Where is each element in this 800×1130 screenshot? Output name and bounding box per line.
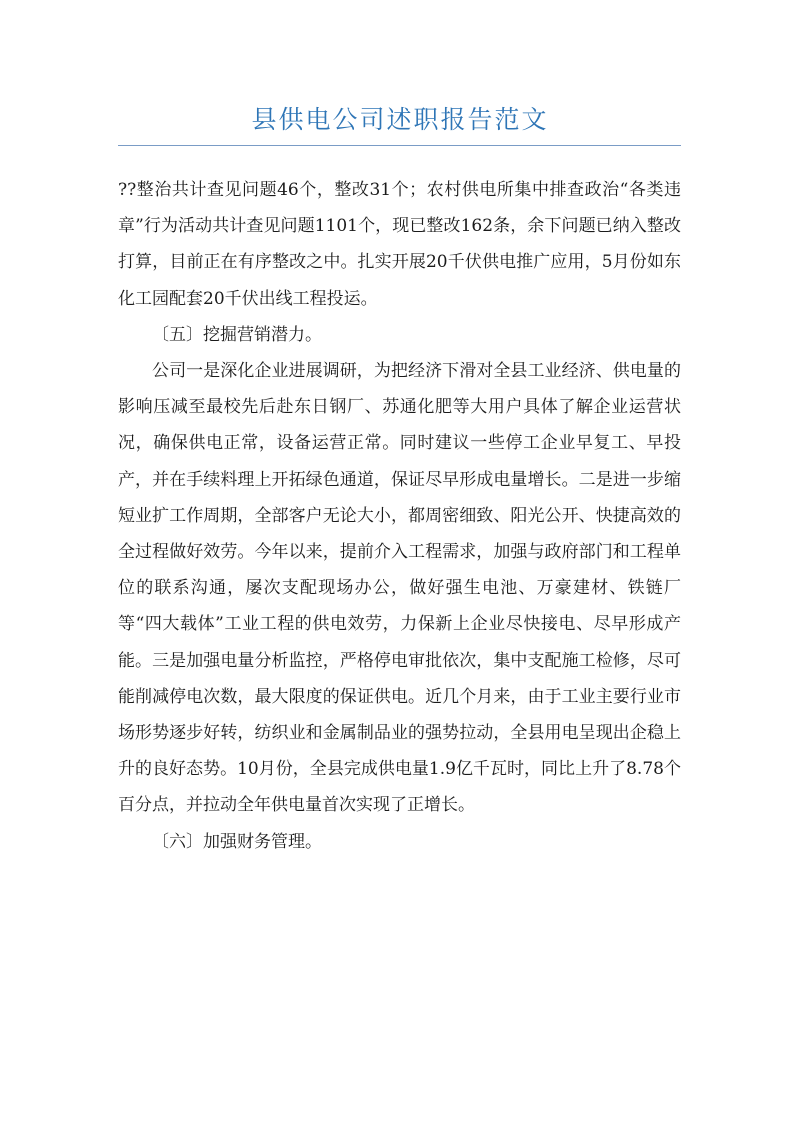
title-divider (118, 145, 681, 146)
paragraph-continuation: ??整治共计查见问题46个，整改31个；农村供电所集中排查政治“各类违章”行为活动共计查见问题1101个，现已整改162条，余下问题已纳入整改打算，目前正在有序整改之中。扎实开展20千伏供电推广应用，5月份如东化工园配套20千伏出线工程投运。 (118, 180, 681, 309)
section-heading-five: 〔五〕挖掘营销潜力。 (152, 324, 322, 345)
section-heading-six: 〔六〕加强财务管理。 (152, 831, 322, 852)
document-title: 县供电公司述职报告范文 (251, 105, 549, 134)
paragraph-marketing: 公司一是深化企业进展调研，为把经济下滑对全县工业经济、供电量的影响压减至最校先后赴东日钢厂、苏通化肥等大用户具体了解企业运营状况，确保供电正常，设备运营正常。同时建议一些停工企业早复工、早投产，并在手续料理上开拓绿色通道，保证尽早形成电量增长。二是进一步缩短业扩工作周期，全部客户无论大小，都周密细致、阳光公开、快捷高效的全过程做好效劳。今年以来，提前介入工程需求，加强与政府部门和工程单位的联系沟通，屡次支配现场办公，做好强生电池、万豪建材、铁链厂等“四大载体”工业工程的供电效劳，力保新上企业尽快接电、尽早形成产能。三是加强电量分析监控，严格停电审批依次，集中支配施工检修，尽可能削减停电次数，最大限度的保证供电。近几个月来，由于工业主要行业市场形势逐步好转，纺织业和金属制品业的强势拉动，全县用电呈现出企稳上升的良好态势。10月份，全县完成供电量1.9亿千瓦时，同比上升了8.78个百分点，并拉动全年供电量首次实现了正增长。 (118, 361, 681, 816)
document-body (118, 172, 681, 860)
